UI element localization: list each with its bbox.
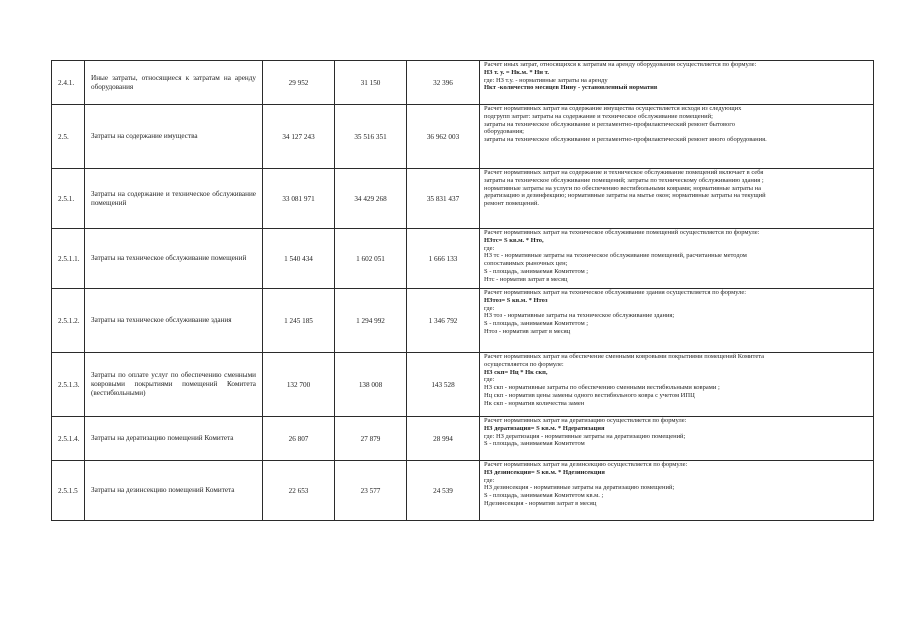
description-line: НЗ дезинсекция - нормативные затраты на дератизацию помещений; <box>484 484 675 492</box>
formula-line: НЗтоз= S кв.м. * Нтоз <box>484 296 548 304</box>
calculation-description <box>480 289 874 353</box>
value-year-1: 1 540 434 <box>263 229 335 289</box>
row-number: 2.5.1.4. <box>52 417 85 461</box>
cost-item-name: Затраты на дератизацию помещений Комитета <box>85 417 263 461</box>
calculation-description <box>480 353 874 417</box>
calculation-description <box>480 105 874 169</box>
calculation-description <box>480 61 874 105</box>
description-line: Расчет нормативных затрат на дезинсекцию осуществляется по формуле: <box>484 461 688 468</box>
description-line: где: <box>484 376 495 384</box>
cost-item-name: Затраты на содержание и техническое обслуживание помещений <box>85 169 263 229</box>
row-number: 2.5.1.2. <box>52 289 85 353</box>
description-line: Нкт -количество месяцев Нину - установленный норматив <box>484 84 658 92</box>
description-line: подгрупп затрат: затраты на содержание и техническое обслуживание помещений; <box>484 112 713 120</box>
description-line: Расчет нормативных затрат на дератизацию осуществляется по формуле: <box>484 417 687 424</box>
description-line: S - площадь, занимаемая Комитетом ; <box>484 267 589 275</box>
cost-item-name: Затраты по оплате услуг по обеспечению сменными ковровыми покрытиями помещений Комитета (вестибюльными) <box>85 353 263 417</box>
description-line: Расчет нормативных затрат на техническое обслуживание помещений осуществляется по формуле: <box>484 229 760 236</box>
description-line: дератизацию и дезинфекцию; нормативные затраты на мытье окон; нормативные затраты на текущий <box>484 192 766 200</box>
description-line: Ндезинсекция - норматив затрат в месяц <box>484 499 597 507</box>
value-year-1: 33 081 971 <box>263 169 335 229</box>
description-line: S - площадь, занимаемая Комитетом кв.м. ; <box>484 492 604 500</box>
formula-line: НЗ дезинсекция= S кв.м. * Ндезинсекция <box>484 468 605 476</box>
description-line: S - площадь, занимаемая Комитетом ; <box>484 320 589 328</box>
value-year-3: 1 666 133 <box>407 229 480 289</box>
value-year-2: 31 150 <box>335 61 407 105</box>
description-line: затраты на техническое обслуживание и регламентно-профилактический ремонт иного оборудования. <box>484 136 767 144</box>
calculation-description <box>480 169 874 229</box>
cost-item-name: Затраты на техническое обслуживание помещений <box>85 229 263 289</box>
value-year-1: 22 653 <box>263 461 335 521</box>
table-row <box>52 105 874 169</box>
calculation-description <box>480 229 874 289</box>
table-row <box>52 353 874 417</box>
description-line: S - площадь, занимаемая Комитетом <box>484 440 585 448</box>
description-line: где: НЗ дератизация - нормативные затраты на дератизацию помещений; <box>484 432 686 440</box>
row-number: 2.5.1. <box>52 169 85 229</box>
row-number: 2.5.1.3. <box>52 353 85 417</box>
description-line: Расчет нормативных затрат на техническое обслуживание здания осуществляется по формуле: <box>484 289 747 296</box>
value-year-1: 132 700 <box>263 353 335 417</box>
description-line: нормативные затраты на услуги по обеспечению вестибюльными коврами; нормативные затраты на <box>484 184 761 192</box>
description-line: где: <box>484 244 495 252</box>
table-row <box>52 169 874 229</box>
description-line: Расчет нормативных затрат на содержание и техническое обслуживание помещений включает в себя <box>484 169 764 176</box>
row-number: 2.5.1.5 <box>52 461 85 521</box>
formula-line: НЗ т. у. = Нк.м. * Нн т. <box>484 68 549 76</box>
table-body <box>52 61 874 521</box>
value-year-2: 1 294 992 <box>335 289 407 353</box>
table-row <box>52 229 874 289</box>
value-year-2: 1 602 051 <box>335 229 407 289</box>
value-year-3: 32 396 <box>407 61 480 105</box>
table-row <box>52 461 874 521</box>
row-number: 2.5. <box>52 105 85 169</box>
description-line: где: <box>484 304 495 312</box>
value-year-1: 1 245 185 <box>263 289 335 353</box>
description-line: НЗ скп - нормативные затраты по обеспечению сменными вестибюльными коврами ; <box>484 384 720 392</box>
value-year-3: 28 994 <box>407 417 480 461</box>
formula-line: НЗтс= S кв.м. * Нто, <box>484 236 544 244</box>
row-number: 2.5.1.1. <box>52 229 85 289</box>
calculation-description <box>480 417 874 461</box>
description-line: ремонт помещений. <box>484 200 539 208</box>
description-line: затраты на техническое обслуживание и регламентно-профилактический ремонт бытового <box>484 120 736 128</box>
value-year-3: 35 831 437 <box>407 169 480 229</box>
value-year-1: 29 952 <box>263 61 335 105</box>
table-row <box>52 417 874 461</box>
value-year-3: 1 346 792 <box>407 289 480 353</box>
value-year-2: 138 008 <box>335 353 407 417</box>
description-line: где: НЗ т.у. - нормативные затраты на аренду <box>484 76 608 84</box>
value-year-1: 26 807 <box>263 417 335 461</box>
value-year-1: 34 127 243 <box>263 105 335 169</box>
description-line: где: <box>484 476 495 484</box>
value-year-3: 24 539 <box>407 461 480 521</box>
cost-item-name: Иные затраты, относящиеся к затратам на аренду оборудования <box>85 61 263 105</box>
cost-item-name: Затраты на техническое обслуживание здания <box>85 289 263 353</box>
value-year-2: 27 879 <box>335 417 407 461</box>
description-line: Нк скп - норматив количества замен <box>484 399 585 407</box>
cost-norms-table <box>51 60 874 521</box>
formula-line: НЗ дератизация= S кв.м. * Ндератизация <box>484 424 605 432</box>
description-line: Нц скп - норматив цены замены одного вестибюльного ковра с учетом ИПЦ <box>484 391 695 399</box>
description-line: сопоставимых рыночных цен; <box>484 260 568 268</box>
calculation-description <box>480 461 874 521</box>
cost-item-name: Затраты на содержание имущества <box>85 105 263 169</box>
description-line: затраты на техническое обслуживание помещений; затраты по техническому обслуживанию здания ; <box>484 176 764 184</box>
description-line: Расчет нормативных затрат на содержание имущества осуществляется исходя из следующих <box>484 105 742 112</box>
description-line: Нтс - норматив затрат в месяц <box>484 275 568 283</box>
table-row <box>52 61 874 105</box>
description-line: Расчет нормативных затрат на обеспечение сменными ковровыми покрытиями помещений Комитета <box>484 353 765 360</box>
value-year-3: 36 962 003 <box>407 105 480 169</box>
description-line: Нтоз - норматив затрат в месяц <box>484 327 571 335</box>
row-number: 2.4.1. <box>52 61 85 105</box>
description-line: осуществляется по формуле: <box>484 360 564 368</box>
table-row <box>52 289 874 353</box>
description-line: НЗ тоз - нормативные затраты на техническое обслуживание здания; <box>484 312 675 320</box>
value-year-3: 143 528 <box>407 353 480 417</box>
description-line: НЗ тс - нормативные затраты на техническое обслуживание помещений, расчитанные методом <box>484 252 747 260</box>
description-line: Расчет иных затрат, относящихся к затратам на аренду оборудования осуществляется по формуле: <box>484 61 757 68</box>
value-year-2: 34 429 268 <box>335 169 407 229</box>
value-year-2: 35 516 351 <box>335 105 407 169</box>
description-line: оборудования; <box>484 128 524 136</box>
cost-item-name: Затраты на дезинсекцию помещений Комитета <box>85 461 263 521</box>
formula-line: НЗ скп= Нц * Нк скп, <box>484 368 548 376</box>
value-year-2: 23 577 <box>335 461 407 521</box>
